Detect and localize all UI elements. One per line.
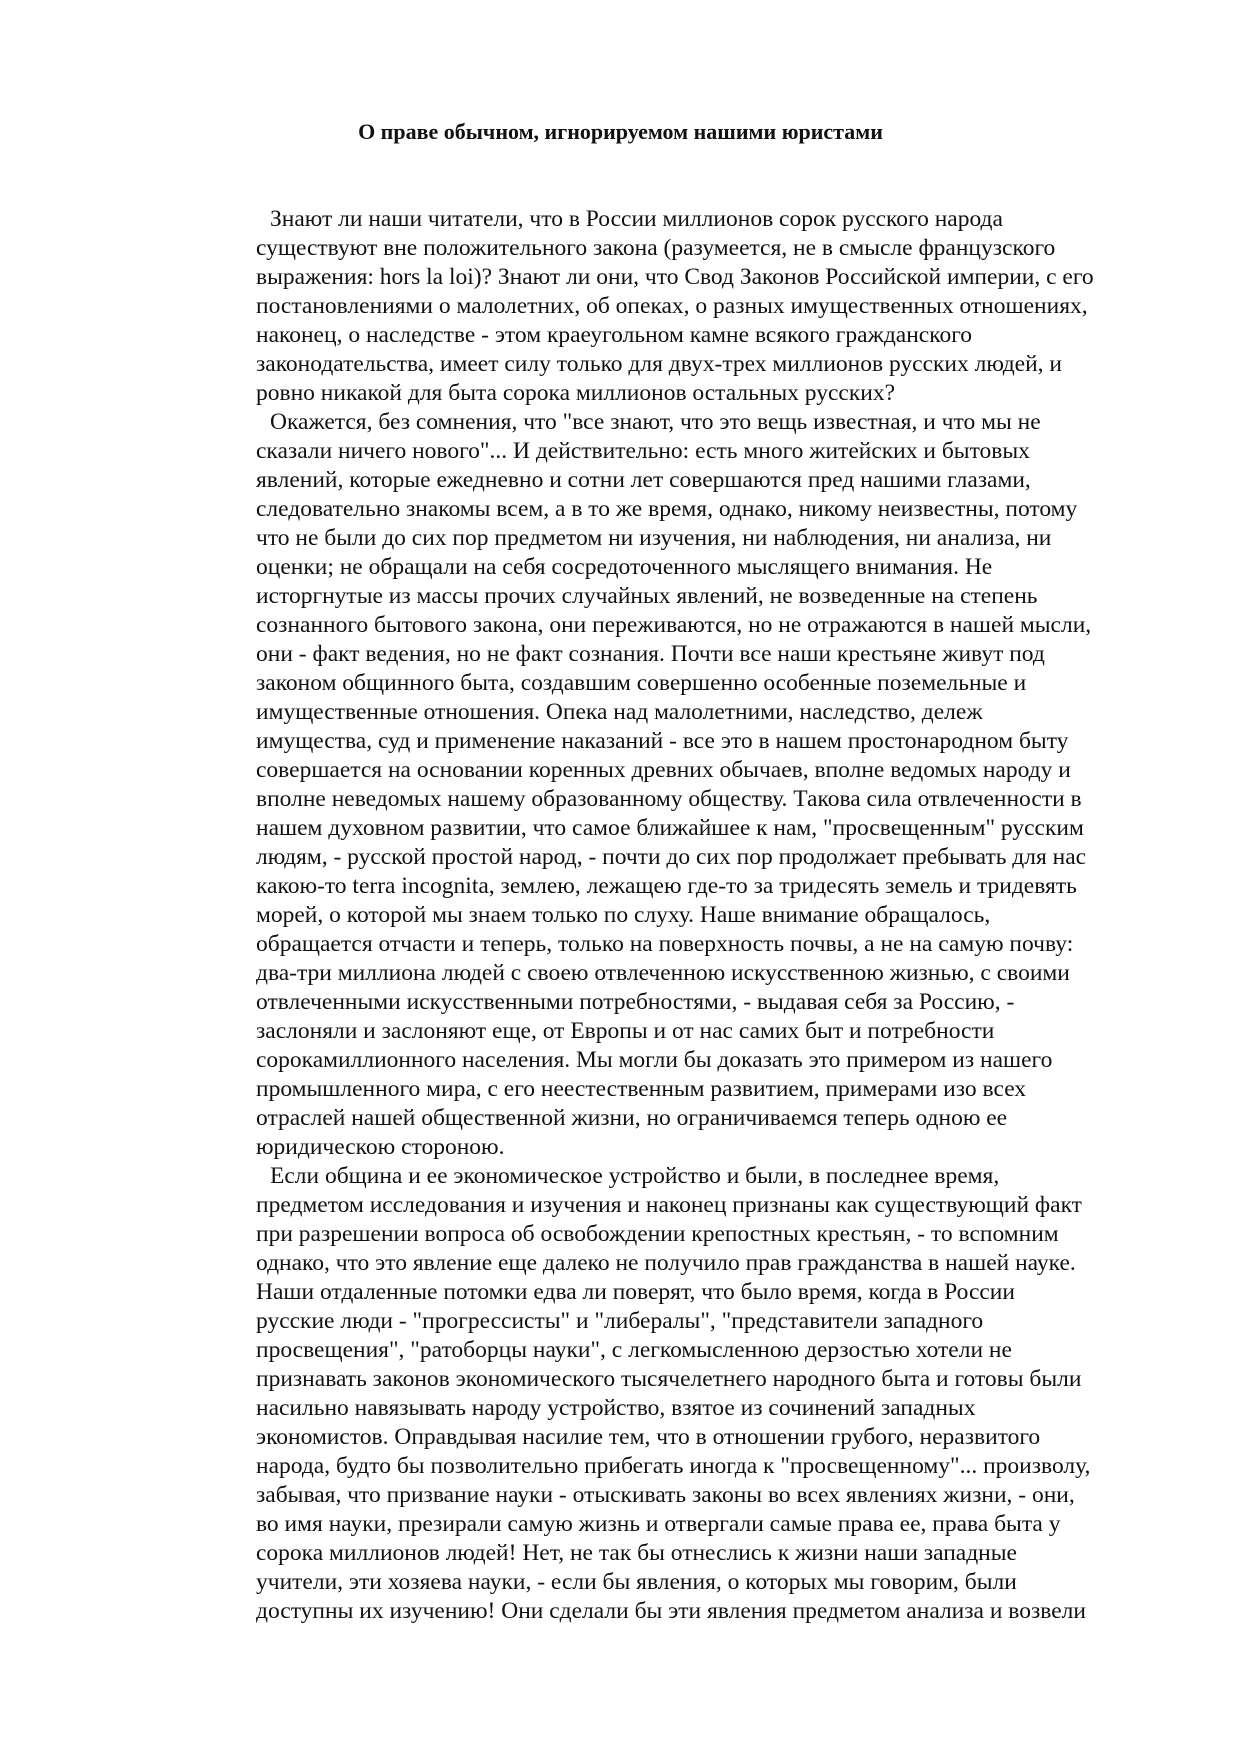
text-line: исторгнутые из массы прочих случайных явлений, не возведенные на степень [256,583,1038,609]
text-line: совершается на основании коренных древних обычаев, вполне ведомых народу и [256,757,1071,783]
text-line: вполне неведомых нашему образованному обществу. Такова сила отвлеченности в [256,786,1082,812]
text-line: отраслей нашей общественной жизни, но ограничиваемся теперь одною ее [256,1105,1008,1131]
text-line: имущественные отношения. Опека над малолетними, наследство, дележ [256,699,983,725]
text-line: заслоняли и заслоняют еще, от Европы и от нас самих быт и потребности [256,1018,995,1044]
text-line: сорокамиллионного населения. Мы могли бы доказать это примером из нашего [256,1047,1053,1073]
text-line: ровно никакой для быта сорока миллионов остальных русских? [256,380,896,406]
text-line: народа, будто бы позволительно прибегать иногда к "просвещенному"... произволу, [256,1453,1091,1479]
text-line: существуют вне положительного закона (разумеется, не в смысле французского [256,235,1056,261]
text-line: обращается отчасти и теперь, только на поверхность почвы, а не на самую почву: [256,931,1074,957]
text-line: постановлениями о малолетних, об опеках, о разных имущественных отношениях, [256,293,1088,319]
text-line: морей, о которой мы знаем только по слуху. Наше внимание обращалось, [256,902,991,928]
paragraph-first-line: Знают ли наши читатели, что в России миллионов сорок русского народа [270,206,1003,232]
text-line: какою-то terra incognita, землею, лежащею где-то за тридесять земель и тридевять [256,873,1077,899]
text-line: признавать законов экономического тысячелетнего народного быта и готовы были [256,1366,1082,1392]
text-line: наконец, о наследстве - этом краеугольном камне всякого гражданского [256,322,973,348]
text-line: русские люди - "прогрессисты" и "либералы", "представители западного [256,1308,984,1334]
text-line: просвещения", "ратоборцы науки", с легкомысленною дерзостью хотели не [256,1337,1012,1363]
text-line: экономистов. Оправдывая насилие тем, что в отношении грубого, неразвитого [256,1424,1041,1450]
text-line: имущества, суд и применение наказаний - все это в нашем простонародном быту [256,728,1069,754]
text-line: явлений, которые ежедневно и сотни лет совершаются пред нашими глазами, [256,467,1031,493]
text-line: сознанного бытового закона, они переживаются, но не отражаются в нашей мысли, [256,612,1092,638]
paragraph-first-line: Окажется, без сомнения, что "все знают, что это вещь известная, и что мы не [270,409,1041,435]
document-body [256,205,1190,1626]
text-line: насильно навязывать народу устройство, взятое из сочинений западных [256,1395,976,1421]
text-line: сказали ничего нового"... И действительно: есть много житейских и бытовых [256,438,1030,464]
text-line: законодательства, имеет силу только для двух-трех миллионов русских людей, и [256,351,1062,377]
text-line: что не были до сих пор предметом ни изучения, ни наблюдения, ни анализа, ни [256,525,1052,551]
text-line: предметом исследования и изучения и наконец признаны как существующий факт [256,1192,1082,1218]
text-line: однако, что это явление еще далеко не получило прав гражданства в нашей науке. [256,1250,1076,1276]
text-line: два-три миллиона людей с своею отвлеченною искусственною жизнью, с своими [256,960,1070,986]
text-line: юридическою стороною. [256,1134,505,1160]
text-line: учители, эти хозяева науки, - если бы явления, о которых мы говорим, были [256,1569,1017,1595]
text-line: доступны их изучению! Они сделали бы эти явления предметом анализа и возвели [256,1598,1086,1624]
text-line: отвлеченными искусственными потребностями, - выдавая себя за Россию, - [256,989,1015,1015]
text-line: при разрешении вопроса об освобождении крепостных крестьян, - то вспомним [256,1221,1059,1247]
text-line: забывая, что призвание науки - отыскивать законы во всех явлениях жизни, - они, [256,1482,1075,1508]
text-line: они - факт ведения, но не факт сознания. Почти все наши крестьяне живут под [256,641,1045,667]
text-line: оценки; не обращали на себя сосредоточенного мыслящего внимания. Не [256,554,993,580]
text-line: людям, - русской простой народ, - почти до сих пор продолжает пребывать для нас [256,844,1087,870]
text-line: во имя науки, презирали самую жизнь и отвергали самые права ее, права быта у [256,1511,1061,1537]
text-line: промышленного мира, с его неестественным развитием, примерами изо всех [256,1076,1027,1102]
text-line: сорока миллионов людей! Нет, не так бы отнеслись к жизни наши западные [256,1540,1017,1566]
document-title: О праве обычном, игнорируемом нашими юристами [358,119,883,144]
text-line: Наши отдаленные потомки едва ли поверят, что было время, когда в России [256,1279,1015,1305]
text-line: нашем духовном развитии, что самое ближайшее к нам, "просвещенным" русским [256,815,1084,841]
text-line: выражения: hors la loi)? Знают ли они, что Свод Законов Российской империи, с его [256,264,1094,290]
paragraph-first-line: Если община и ее экономическое устройство и были, в последнее время, [270,1163,1000,1189]
text-line: законом общинного быта, создавшим совершенно особенные поземельные и [256,670,1027,696]
text-line: следовательно знакомы всем, а в то же время, однако, никому неизвестны, потому [256,496,1078,522]
